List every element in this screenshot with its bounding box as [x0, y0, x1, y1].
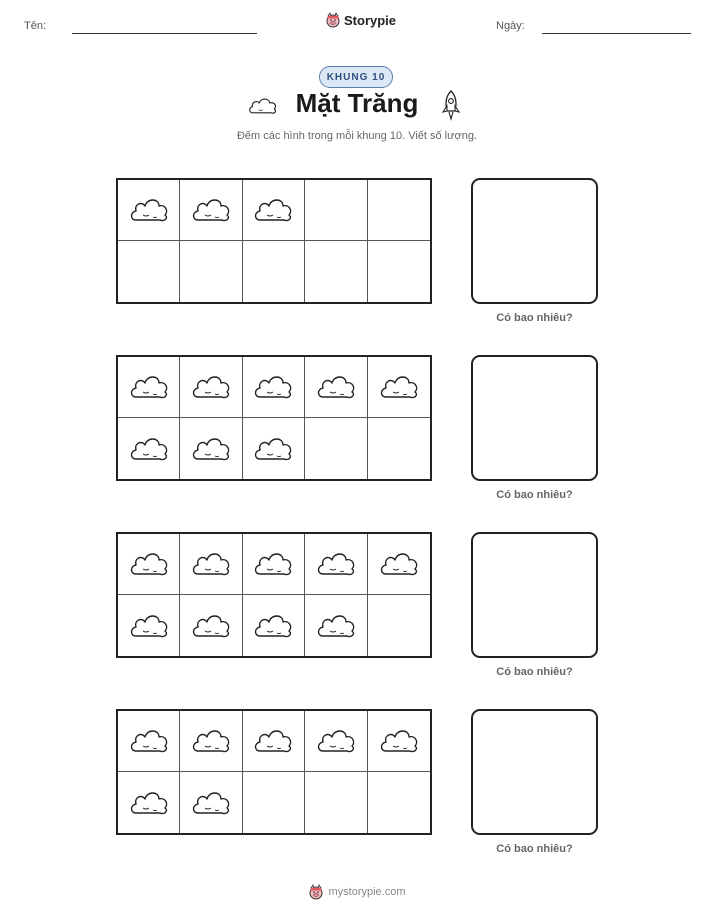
cloud-icon: [253, 550, 293, 578]
date-line: [542, 33, 691, 34]
cloud-icon: [253, 727, 293, 755]
footer-url: mystorypie.com: [328, 886, 406, 898]
cloud-icon: [129, 435, 169, 463]
frame-cell: [368, 418, 430, 479]
cloud-icon: [316, 727, 356, 755]
frame-cell: [180, 711, 242, 772]
date-label: Ngày:: [496, 20, 525, 32]
answer-box[interactable]: [471, 178, 598, 304]
frame-cell: [368, 711, 430, 772]
cloud-icon: [253, 196, 293, 224]
pig-mascot-icon: [325, 12, 341, 28]
cloud-icon: [129, 612, 169, 640]
frame-cell: [305, 711, 367, 772]
name-label: Tên:: [24, 20, 47, 32]
frame-cell: [243, 711, 305, 772]
frame-cell: [243, 772, 305, 833]
frame-cell: [243, 534, 305, 595]
topic-badge: KHUNG 10: [319, 66, 393, 88]
answer-box[interactable]: [471, 532, 598, 658]
frame-cell: [180, 241, 242, 302]
footer: [0, 884, 714, 900]
cloud-icon: [316, 612, 356, 640]
question-label: Có bao nhiêu?: [496, 843, 573, 855]
ten-frame: [116, 355, 432, 481]
ten-frame: [116, 709, 432, 835]
frame-cell: [305, 357, 367, 418]
cloud-icon: [191, 789, 231, 817]
frame-cell: [118, 357, 180, 418]
frame-cell: [180, 534, 242, 595]
frame-cell: [305, 772, 367, 833]
answer-box[interactable]: [471, 355, 598, 481]
name-line: [72, 33, 257, 34]
frame-cell: [305, 595, 367, 656]
cloud-icon: [129, 550, 169, 578]
cloud-icon: [253, 373, 293, 401]
cloud-icon: [379, 727, 419, 755]
cloud-icon: [191, 550, 231, 578]
page-title: Mặt Trăng: [295, 88, 419, 118]
frame-cell: [368, 180, 430, 241]
cloud-icon: [253, 435, 293, 463]
cloud-icon: [379, 550, 419, 578]
frame-cell: [180, 180, 242, 241]
cloud-icon: [129, 727, 169, 755]
cloud-icon: [379, 373, 419, 401]
frame-cell: [368, 534, 430, 595]
cloud-icon: [191, 435, 231, 463]
frame-cell: [243, 418, 305, 479]
frame-cell: [180, 357, 242, 418]
cloud-icon: [316, 550, 356, 578]
frame-cell: [118, 418, 180, 479]
frame-cell: [243, 180, 305, 241]
cloud-icon: [191, 373, 231, 401]
frame-cell: [243, 241, 305, 302]
cloud-icon: [129, 373, 169, 401]
rocket-icon: [440, 90, 462, 122]
frame-cell: [305, 180, 367, 241]
cloud-icon: [191, 612, 231, 640]
frame-cell: [368, 241, 430, 302]
cloud-icon: [253, 612, 293, 640]
frame-cell: [118, 241, 180, 302]
frame-cell: [243, 357, 305, 418]
pig-mascot-icon: [308, 884, 324, 900]
frame-cell: [305, 241, 367, 302]
frame-cell: [305, 418, 367, 479]
cloud-icon: [129, 789, 169, 817]
cloud-icon: [316, 373, 356, 401]
frame-cell: [118, 595, 180, 656]
frame-cell: [180, 595, 242, 656]
cloud-icon: [191, 727, 231, 755]
instructions: Đếm các hình trong mỗi khung 10. Viết số lượng.: [236, 130, 477, 142]
frame-cell: [118, 180, 180, 241]
frame-cell: [118, 534, 180, 595]
cloud-icon: [191, 196, 231, 224]
frame-cell: [118, 772, 180, 833]
question-label: Có bao nhiêu?: [496, 312, 573, 324]
frame-cell: [180, 772, 242, 833]
frame-cell: [368, 357, 430, 418]
question-label: Có bao nhiêu?: [496, 489, 573, 501]
ten-frame: [116, 532, 432, 658]
answer-box[interactable]: [471, 709, 598, 835]
frame-cell: [368, 595, 430, 656]
frame-cell: [305, 534, 367, 595]
brand-logo: [325, 12, 396, 28]
frame-cell: [180, 418, 242, 479]
frame-cell: [368, 772, 430, 833]
brand-name: Storypie: [344, 12, 397, 28]
cloud-icon: [129, 196, 169, 224]
frame-cell: [118, 711, 180, 772]
question-label: Có bao nhiêu?: [496, 666, 573, 678]
frame-cell: [243, 595, 305, 656]
ten-frame: [116, 178, 432, 304]
